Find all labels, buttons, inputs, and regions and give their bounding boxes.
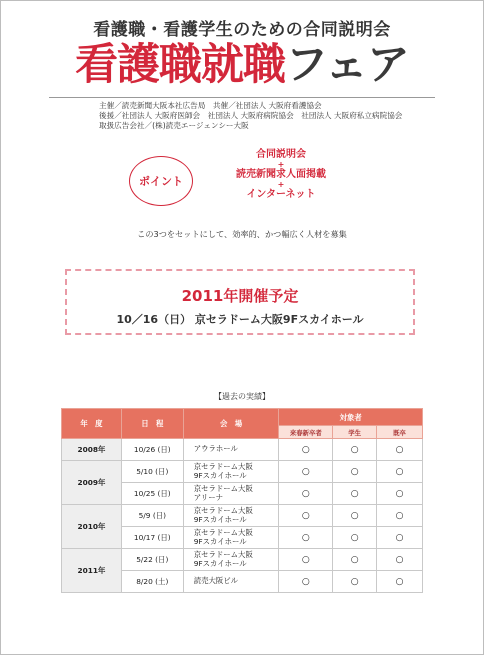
mark-student: ○	[333, 571, 377, 593]
date-cell: 5/9 (日)	[121, 505, 183, 527]
mark-experienced: ○	[377, 527, 423, 549]
venue-cell	[183, 505, 279, 527]
schedule-box	[65, 269, 415, 335]
col-header-target: 対象者	[279, 409, 423, 426]
mark-grad: ○	[279, 505, 333, 527]
date-cell: 5/10 (日)	[121, 461, 183, 483]
organizer-credits	[99, 101, 402, 130]
title-dark-part: フェア	[285, 40, 409, 90]
title-red-part: 看護職就職	[75, 40, 286, 90]
year-cell: 2008年	[62, 439, 122, 461]
venue-line: 京セラドーム大阪	[193, 527, 253, 537]
mark-student: ○	[333, 505, 377, 527]
venue-cell	[183, 549, 279, 571]
mark-student: ○	[333, 439, 377, 461]
date-cell: 5/22 (日)	[121, 549, 183, 571]
venue-line: 9Fスカイホール	[193, 536, 247, 546]
mark-student: ○	[333, 527, 377, 549]
title-divider	[49, 97, 435, 98]
past-results-table	[61, 408, 423, 593]
mark-student: ○	[333, 461, 377, 483]
credits-line-sponsors: 後援／社団法人 大阪府医師会 社団法人 大阪府病院協会 社団法人 大阪府私立病院協会	[99, 110, 403, 120]
mark-experienced: ○	[377, 483, 423, 505]
year-cell: 2009年	[62, 461, 122, 505]
mark-grad: ○	[279, 527, 333, 549]
venue-line: 9Fスカイホール	[193, 470, 247, 480]
schedule-detail: 10／16（日） 京セラドーム大阪9Fスカイホール	[116, 313, 364, 326]
event-title	[1, 41, 483, 89]
col-header-experienced: 既卒	[377, 426, 423, 439]
col-header-date: 日 程	[121, 409, 183, 439]
mark-grad: ○	[279, 571, 333, 593]
event-subtitle: 看護職・看護学生のための合同説明会	[93, 20, 391, 40]
credits-line-organizer: 主催／読売新聞大阪本社広告局 共催／社団法人 大阪府看護協会	[99, 101, 322, 110]
date-cell: 10/17 (日)	[121, 527, 183, 549]
venue-cell	[183, 439, 279, 461]
mark-experienced: ○	[377, 549, 423, 571]
mark-experienced: ○	[377, 439, 423, 461]
venue-cell	[183, 527, 279, 549]
past-results-body	[62, 439, 423, 593]
date-cell: 10/26 (日)	[121, 439, 183, 461]
point-list	[201, 149, 361, 201]
credits-line-agency: 取扱広告会社／(株)読売エージェンシー大阪	[99, 120, 249, 130]
mark-grad: ○	[279, 483, 333, 505]
table-row	[62, 505, 423, 527]
col-header-year: 年 度	[62, 409, 122, 439]
schedule-year: 2011年	[181, 287, 239, 305]
venue-line: 京セラドーム大阪	[193, 483, 253, 493]
year-cell: 2010年	[62, 505, 122, 549]
mark-student: ○	[333, 549, 377, 571]
table-row	[62, 461, 423, 483]
point-item: 読売新聞求人面掲載	[236, 169, 326, 180]
point-badge: ポイント	[129, 156, 193, 206]
mark-experienced: ○	[377, 505, 423, 527]
col-header-grad: 来春新卒者	[279, 426, 333, 439]
past-results-title: 【過去の実績】	[214, 392, 270, 401]
date-cell: 8/20 (土)	[121, 571, 183, 593]
mark-grad: ○	[279, 461, 333, 483]
venue-line: アウラホール	[193, 444, 238, 454]
point-item: 合同説明会	[256, 149, 306, 160]
plus-icon: +	[277, 160, 285, 169]
table-row	[62, 549, 423, 571]
venue-cell	[183, 571, 279, 593]
point-tagline: この3つをセットにして、効率的、かつ幅広く人材を募集	[137, 229, 347, 239]
venue-line: アリーナ	[193, 492, 223, 502]
point-item: インターネット	[246, 189, 316, 200]
col-header-venue: 会 場	[183, 409, 279, 439]
venue-line: 読売大阪ビル	[193, 576, 239, 586]
plus-icon: +	[277, 180, 285, 189]
year-cell: 2011年	[62, 549, 122, 593]
mark-experienced: ○	[377, 461, 423, 483]
schedule-plan: 開催予定	[238, 287, 299, 305]
venue-line: 9Fスカイホール	[193, 514, 247, 524]
mark-experienced: ○	[377, 571, 423, 593]
table-row	[62, 439, 423, 461]
mark-grad: ○	[279, 439, 333, 461]
venue-line: 京セラドーム大阪	[193, 549, 253, 559]
date-cell: 10/25 (日)	[121, 483, 183, 505]
schedule-heading	[67, 285, 413, 306]
venue-line: 京セラドーム大阪	[193, 461, 253, 471]
col-header-student: 学生	[333, 426, 377, 439]
venue-cell	[183, 461, 279, 483]
venue-line: 9Fスカイホール	[193, 558, 247, 568]
venue-line: 京セラドーム大阪	[193, 505, 253, 515]
venue-cell	[183, 483, 279, 505]
mark-grad: ○	[279, 549, 333, 571]
mark-student: ○	[333, 483, 377, 505]
